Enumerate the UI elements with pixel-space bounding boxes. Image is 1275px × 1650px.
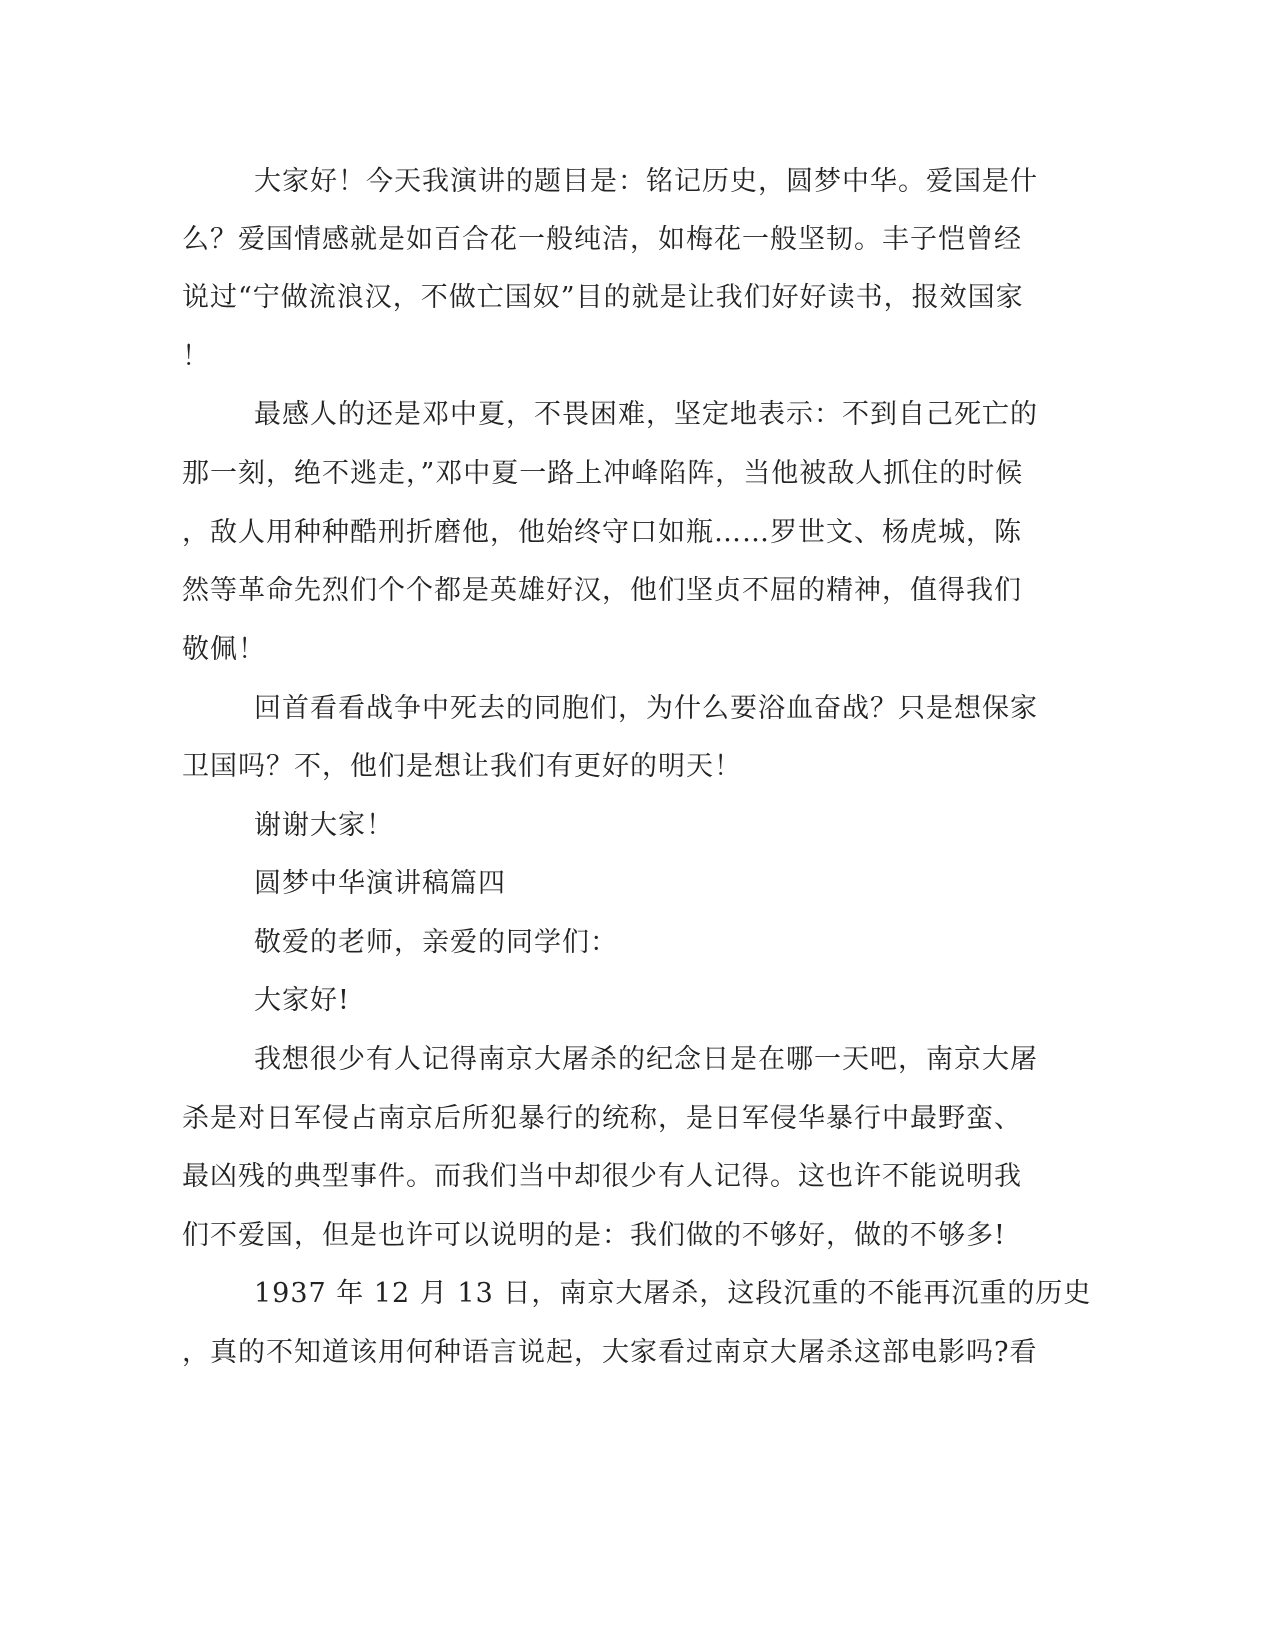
text-line: 说过“宁做流浪汉，不做亡国奴”目的就是让我们好好读书，报效国家 xyxy=(182,282,1024,313)
text-line: ，敌人用种种酷刑折磨他，他始终守口如瓶……罗世文、杨虎城，陈 xyxy=(182,517,1022,548)
text-line: 我想很少有人记得南京大屠杀的纪念日是在哪一天吧，南京大屠 xyxy=(254,1044,1038,1075)
text-line: 谢谢大家！ xyxy=(254,810,394,841)
text-line: 那一刻，绝不逃走，”邓中夏一路上冲峰陷阵，当他被敌人抓住的时候 xyxy=(182,458,1024,489)
text-line: 1937 年 12 月 13 日，南京大屠杀，这段沉重的不能再沉重的历史 xyxy=(254,1278,1092,1309)
text-line: 大家好! xyxy=(254,985,350,1016)
text-line: ！ xyxy=(182,341,210,372)
text-line: 最感人的还是邓中夏，不畏困难，坚定地表示：不到自己死亡的 xyxy=(254,399,1038,430)
text-line: 么？爱国情感就是如百合花一般纯洁，如梅花一般坚韧。丰子恺曾经 xyxy=(182,224,1022,255)
section-heading: 圆梦中华演讲稿篇四 xyxy=(254,868,506,899)
text-line: 卫国吗？不，他们是想让我们有更好的明天！ xyxy=(182,751,742,782)
text-line: 大家好！今天我演讲的题目是：铭记历史，圆梦中华。爱国是什 xyxy=(254,166,1038,197)
text-line: 然等革命先烈们个个都是英雄好汉，他们坚贞不屈的精神，值得我们 xyxy=(182,575,1022,606)
text-line: 回首看看战争中死去的同胞们，为什么要浴血奋战？只是想保家 xyxy=(254,693,1038,724)
text-line: 最凶残的典型事件。而我们当中却很少有人记得。这也许不能说明我 xyxy=(182,1161,1022,1192)
text-line: 杀是对日军侵占南京后所犯暴行的统称，是日军侵华暴行中最野蛮、 xyxy=(182,1103,1022,1134)
text-line: 们不爱国，但是也许可以说明的是：我们做的不够好，做的不够多! xyxy=(182,1220,1006,1251)
text-line: ，真的不知道该用何种语言说起，大家看过南京大屠杀这部电影吗?看 xyxy=(182,1337,1038,1368)
text-line: 敬爱的老师，亲爱的同学们： xyxy=(254,927,618,958)
text-line: 敬佩！ xyxy=(182,634,266,665)
